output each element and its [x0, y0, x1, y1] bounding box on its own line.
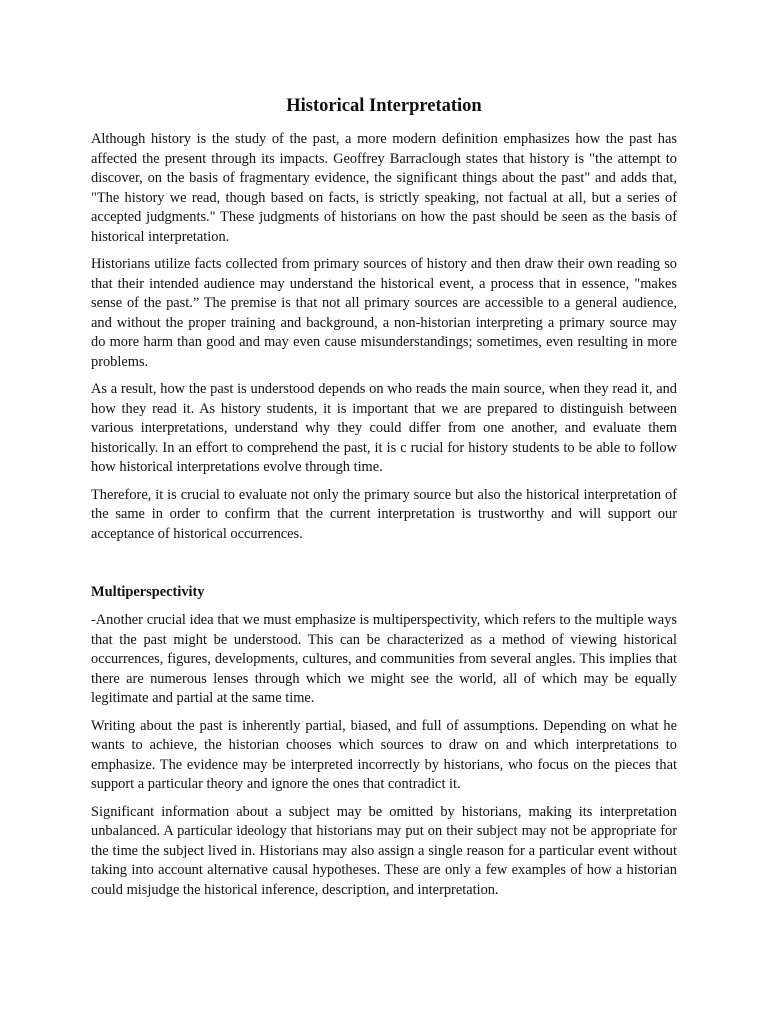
paragraph: As a result, how the past is understood depends on who reads the main source, when they read it, and how they read it. As history students, it is important that we are prepared to distinguish between various interpretations, understand why they could differ from one another, and evaluate them historically. In an effort to comprehend the past, it is c rucial for history students to be able to follow how historical interpretations evolve through time. — [91, 381, 677, 475]
section-spacer — [91, 552, 677, 582]
paragraph: Significant information about a subject may be omitted by historians, making its interpretation unbalanced. A particular ideology that historians may put on their subject may not be appropriate for the time the subject lived in. Historians may also assign a single reason for a particular event without taking into account alternative causal hypotheses. These are only a few examples of how a historian could misjudge the historical inference, description, and interpretation. — [91, 803, 677, 898]
paragraph: -Another crucial idea that we must emphasize is multiperspectivity, which refers to the multiple ways that the past might be understood. This can be characterized as a method of viewing historical occurrences, figures, developments, cultures, and communities from several angles. This implies that there are numerous lenses through which we might see the world, all of which may be equally legitimate and partial at the same time. — [91, 612, 677, 706]
section-heading: Multiperspectivity — [91, 584, 205, 600]
paragraph: Although history is the study of the past, a more modern definition emphasizes how the past has affected the present through its impacts. Geoffrey Barraclough states that history is "the attempt to discover, on the basis of fragmentary evidence, the significant things about the past" and adds that, "The history we read, though based on facts, is strictly speaking, not factual at all, but a series of accepted judgments." These judgments of historians on how the past should be seen as the basis of historical interpretation. — [91, 131, 677, 245]
paragraph: Writing about the past is inherently partial, biased, and full of assumptions. Depending on what he wants to achieve, the historian chooses which sources to draw on and which interpretations to emphasize. The evidence may be interpreted incorrectly by historians, who focus on the pieces that support a particular theory and ignore the ones that contradict it. — [91, 717, 677, 792]
paragraph: Historians utilize facts collected from primary sources of history and then draw their own reading so that their intended audience may understand the historical event, a process that in essence, "makes sense of the past.” The premise is that not all primary sources are accessible to a general audience, and without the proper training and background, a non-historian interpreting a primary source may do more harm than good and may even cause misunderstandings; sometimes, even resulting in more problems. — [91, 256, 677, 370]
paragraph: Therefore, it is crucial to evaluate not only the primary source but also the historical interpretation of the same in order to confirm that the current interpretation is trustworthy and will support our acceptance of historical occurrences. — [91, 486, 677, 542]
document-title: Historical Interpretation — [286, 96, 482, 116]
